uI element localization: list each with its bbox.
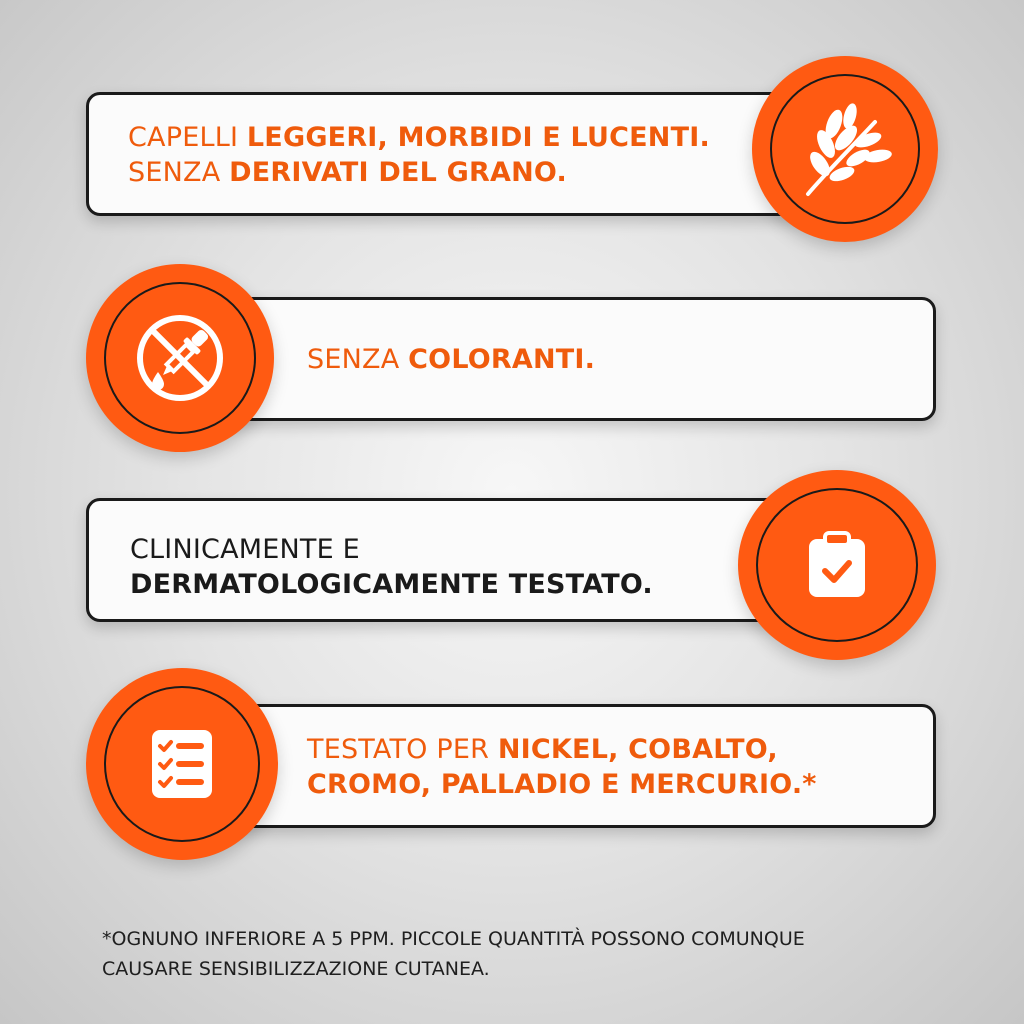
feature-text-wheat	[128, 120, 710, 190]
feature-badge-metals	[86, 668, 278, 860]
feature-1-line2-bold: DERIVATI DEL GRANO.	[229, 157, 567, 188]
feature-2-line1-normal: SENZA	[307, 344, 409, 375]
feature-badge-no-dye	[86, 264, 274, 452]
feature-4-line1-normal: TESTATO PER	[307, 734, 498, 765]
footnote-line1: *OGNUNO INFERIORE A 5 PPM. PICCOLE QUANTITÀ POSSONO COMUNQUE	[102, 928, 805, 950]
no-dye-dropper-icon	[130, 308, 230, 408]
feature-1-line1-bold: LEGGERI, MORBIDI E LUCENTI.	[246, 122, 710, 153]
feature-text-metals	[307, 732, 817, 802]
checklist-icon	[150, 728, 214, 800]
feature-badge-tested	[738, 470, 936, 660]
feature-2-line1-bold: COLORANTI.	[408, 344, 596, 375]
feature-3-line1-normal: CLINICAMENTE E	[130, 534, 360, 565]
clipboard-check-icon	[805, 531, 869, 599]
feature-4-line2-bold: CROMO, PALLADIO E MERCURIO.*	[307, 769, 817, 800]
feature-1-line2-normal: SENZA	[128, 157, 230, 188]
footnote-line2: CAUSARE SENSIBILIZZAZIONE CUTANEA.	[102, 958, 490, 980]
feature-text-no-dye	[307, 342, 595, 377]
wheat-icon	[790, 94, 900, 204]
feature-4-line1-bold: NICKEL, COBALTO,	[497, 734, 778, 765]
footnote	[102, 924, 805, 984]
feature-text-tested	[130, 532, 653, 602]
feature-badge-wheat	[752, 56, 938, 242]
feature-1-line1-normal: CAPELLI	[128, 122, 247, 153]
feature-3-line2-bold: DERMATOLOGICAMENTE TESTATO.	[130, 569, 653, 600]
